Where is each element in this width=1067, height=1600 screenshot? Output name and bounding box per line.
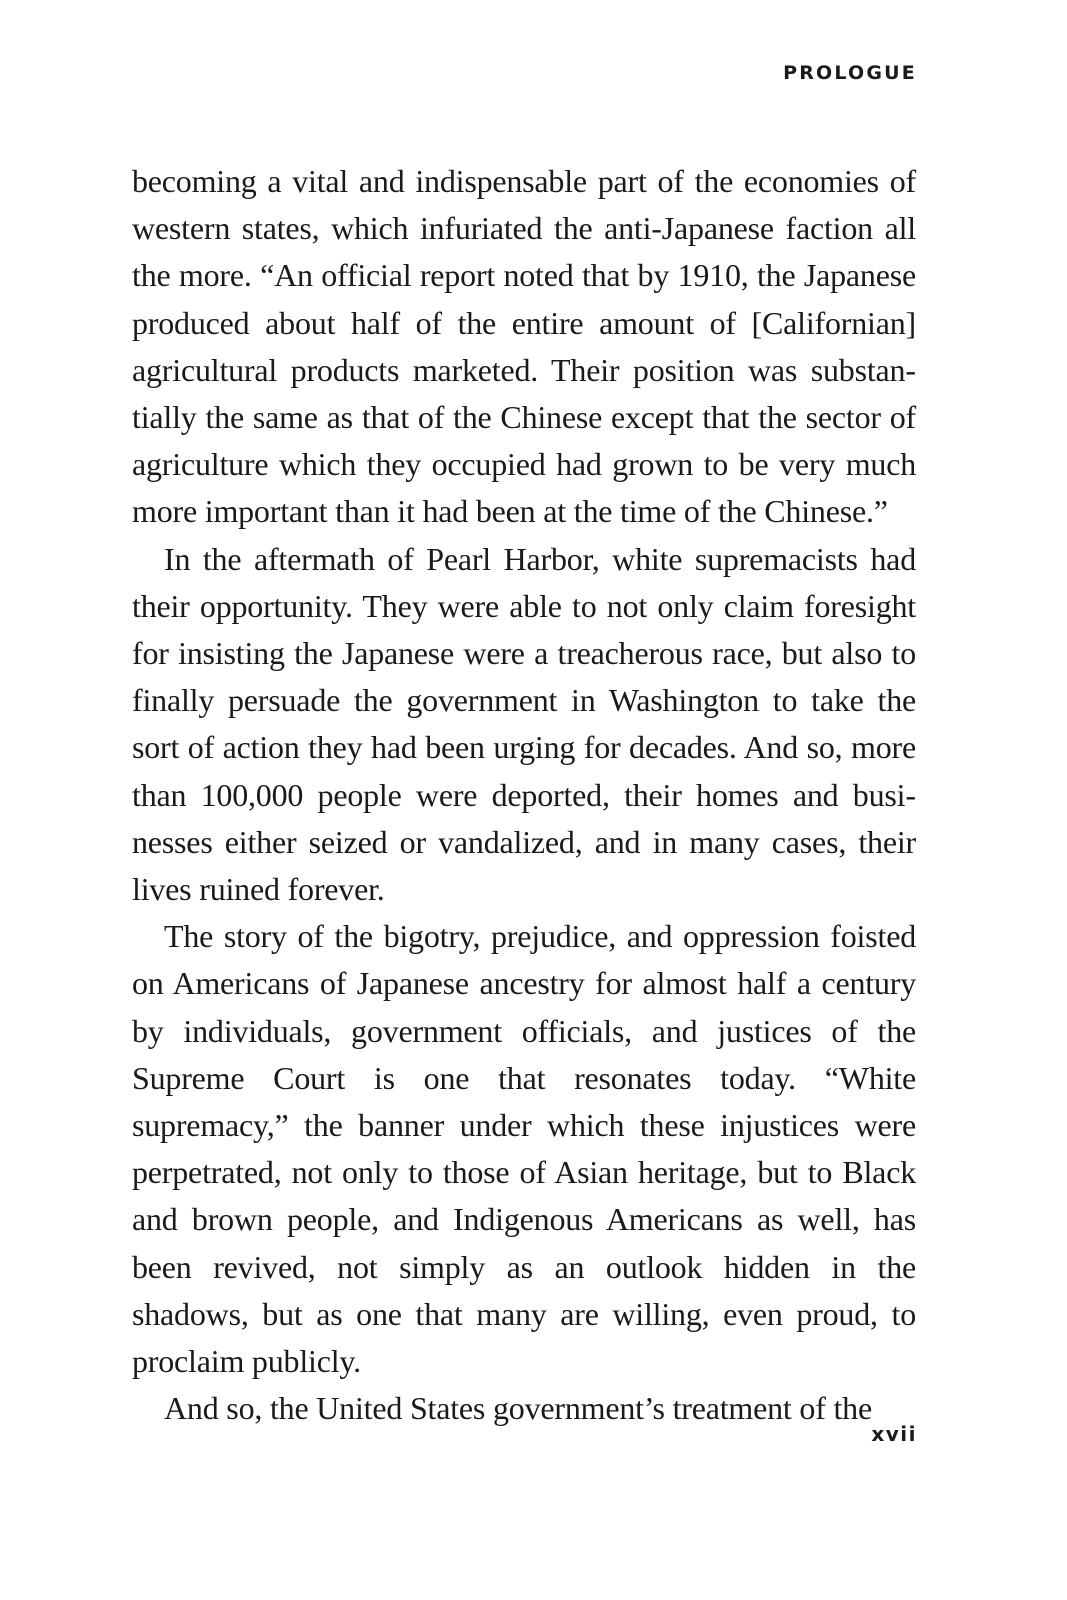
- paragraph-pearl-harbor: In the aftermath of Pearl Harbor, white supremacists had their opportunity. They were able to not only claim foresight for insisting the Japanese were a treacherous race, but also to finally persuade the government in Washington to take the sort of action they had been urging for decades. And so, more than 100,000 people were deported, their homes and businesses either seized or vandalized, and in many cases, their lives ruined forever.: [132, 540, 916, 908]
- paragraph-story-of-bigotry: The story of the bigotry, prejudice, and oppression foisted on Americans of Japanese ancestry for almost half a century by individuals, government officials, and justices of the Supreme Court is one that resonates today. “White supremacy,” the banner under which these injustices were perpetrated, not only to those of Asian heritage, but to Black and brown people, and Indigenous Americans as well, has been revived, not simply as an outlook hidden in the shadows, but as one that many are willing, even proud, to proclaim publicly.: [132, 918, 916, 1380]
- paragraph-government-treatment: And so, the United States government’s treatment of the: [164, 1390, 872, 1427]
- paragraph-continuation: becoming a vital and indispensable part of the economies of western states, which infuriated the anti-Japanese faction all the more. “An official report noted that by 1910, the Japanese produced about half of the entire amount of [Californian] agricultural products marketed. Their position was substantially the same as that of the Chinese except that the sector of agriculture which they occupied had grown to be very much more important than it had been at the time of the Chinese.”: [132, 163, 916, 530]
- page-number: xvii: [871, 1422, 917, 1446]
- body-text: [132, 158, 916, 1432]
- running-head: PROLOGUE: [783, 62, 917, 84]
